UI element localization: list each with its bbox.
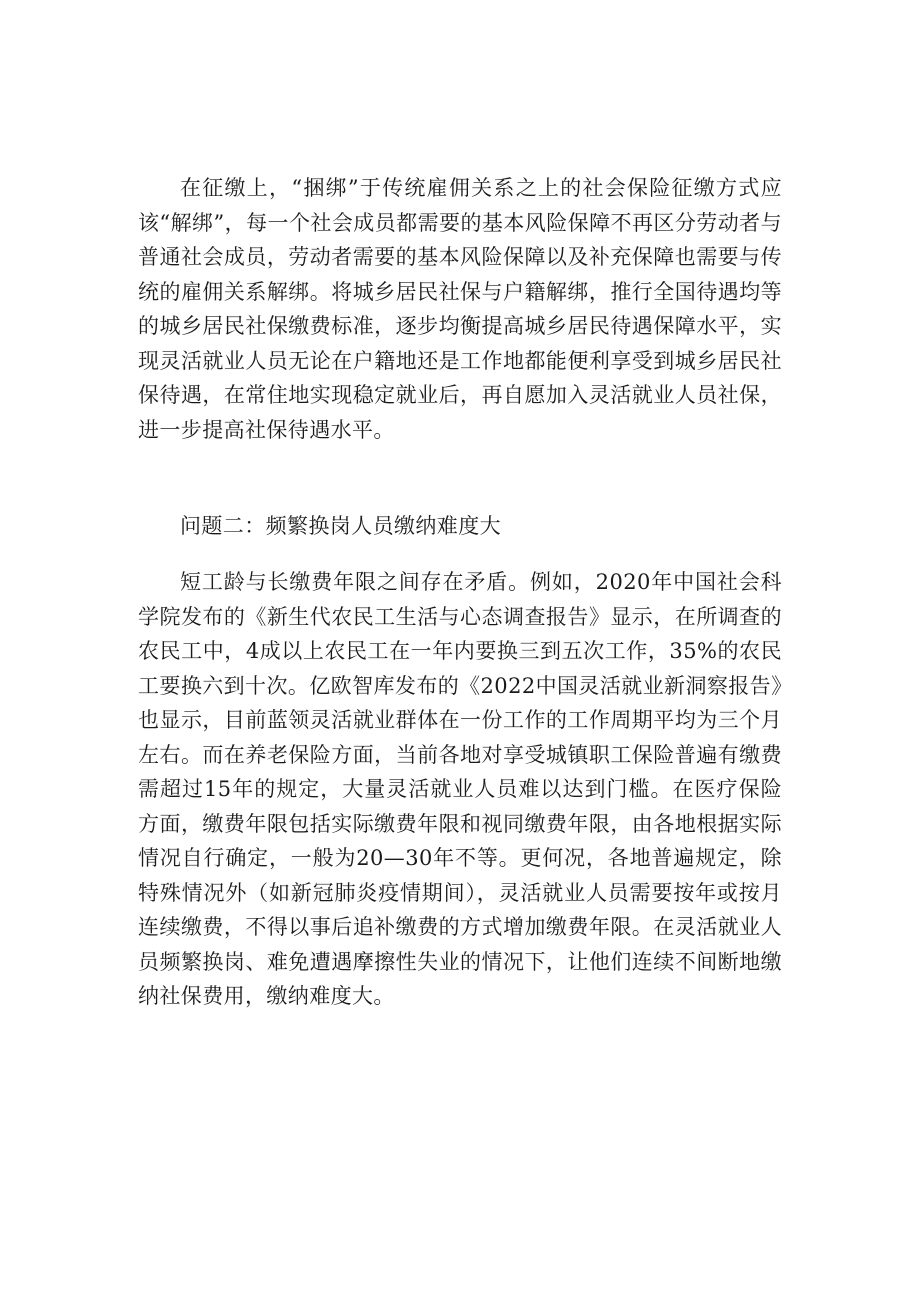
paragraph-contribution-difficulty: 短工龄与长缴费年限之间存在矛盾。例如，2020年中国社会科学院发布的《新生代农民工生活与心态调查报告》显示，在所调查的农民工中，4成以上农民工在一年内要换三到五次工作，35%的农民工要换六到十次。亿欧智库发布的《2022中国灵活就业新洞察报告》也显示，目前蓝领灵活就业群体在一份工作的工作周期平均为三个月左右。而在养老保险方面，当前各地对享受城镇职工保险普遍有缴费需超过15年的规定，大量灵活就业人员难以达到门槛。在医疗保险方面，缴费年限包括实际缴费年限和视同缴费年限，由各地根据实际情况自行确定，一般为20—30年不等。更何况，各地普遍规定，除特殊情况外（如新冠肺炎疫情期间），灵活就业人员需要按年或按月连续缴费，不得以事后追补缴费的方式增加缴费年限。在灵活就业人员频繁换岗、难免遭遇摩擦性失业的情况下，让他们连续不间断地缴纳社保费用，缴纳难度大。: [138, 570, 782, 1008]
section-heading-problem-two: 问题二：频繁换岗人员缴纳难度大: [180, 514, 501, 538]
paragraph-contribution-collection: 在征缴上，“捆绑”于传统雇佣关系之上的社会保险征缴方式应该“解绑”，每一个社会成员都需要的基本风险保障不再区分劳动者与普通社会成员，劳动者需要的基本风险保障以及补充保障也需要与传统的雇佣关系解绑。将城乡居民社保与户籍解绑，推行全国待遇均等的城乡居民社保缴费标准，逐步均衡提高城乡居民待遇保障水平，实现灵活就业人员无论在户籍地还是工作地都能便利享受到城乡居民社保待遇，在常住地实现稳定就业后，再自愿加入灵活就业人员社保，进一步提高社保待遇水平。: [138, 176, 782, 442]
